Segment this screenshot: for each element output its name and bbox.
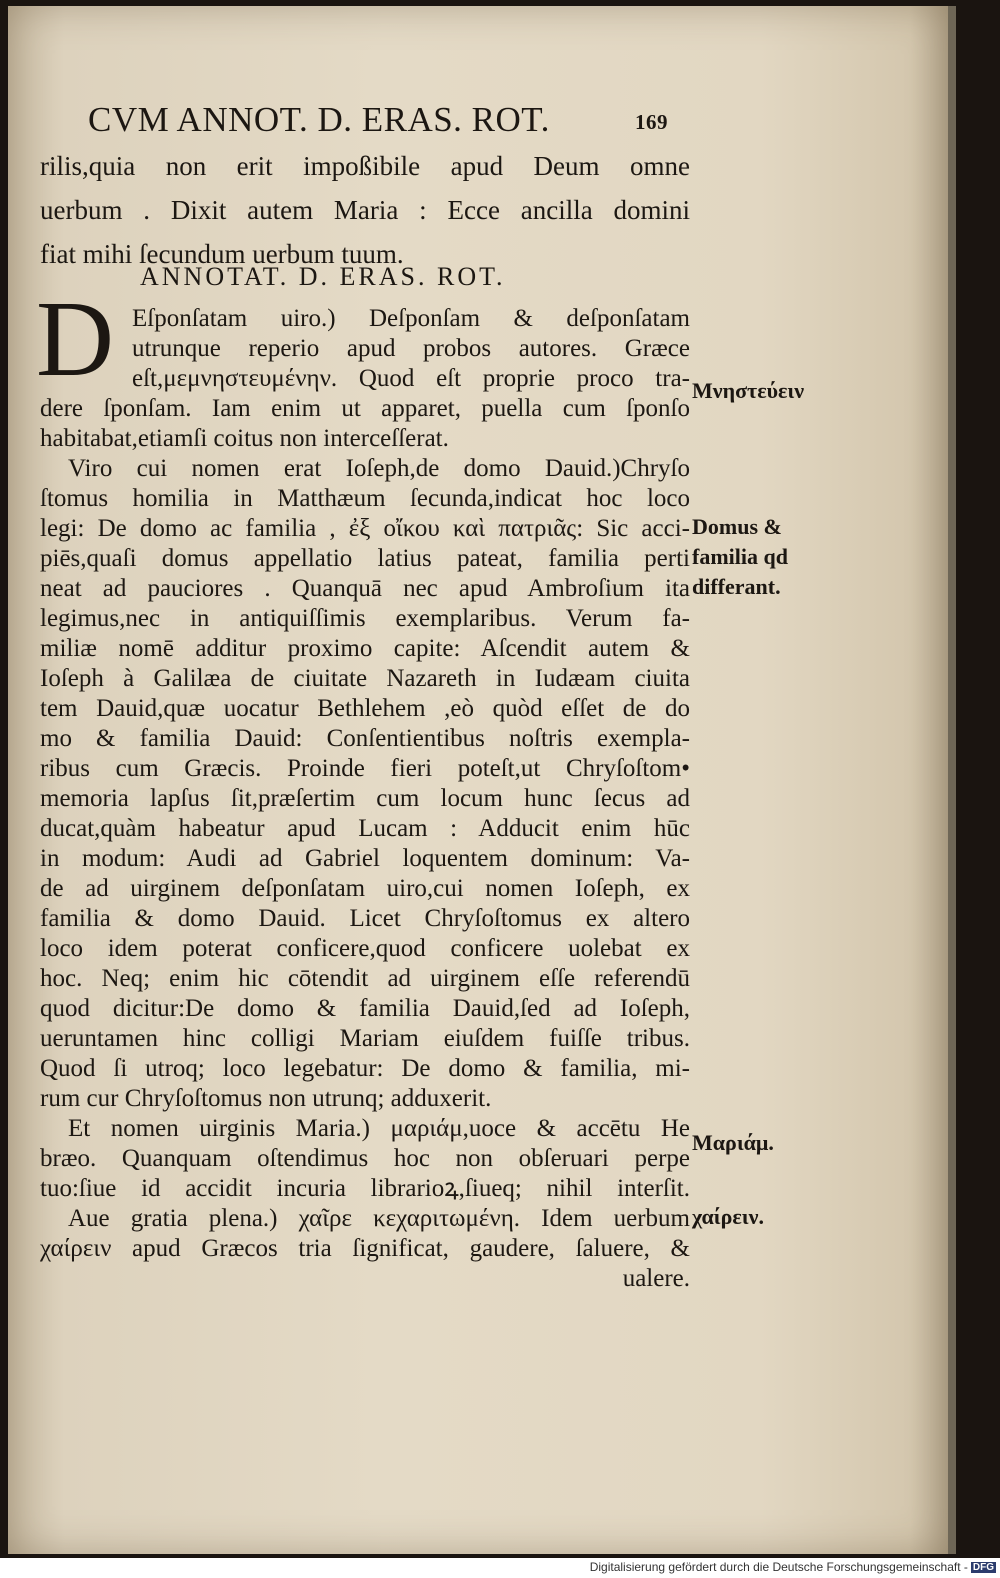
text-line: mo & familia Dauid: Conſentientibus noſtris exempla- bbox=[40, 725, 690, 752]
text-line: rilis,quia non erit impoßibile apud Deum omne bbox=[40, 151, 690, 181]
marginal-note: Μαριάμ. bbox=[692, 1130, 774, 1155]
text-line: rum cur Chryſoſtomus non utrunq; adduxerit. bbox=[40, 1085, 492, 1112]
page-edge bbox=[948, 6, 956, 1554]
digitization-credit bbox=[580, 1560, 996, 1576]
running-title: CVM ANNOT. D. ERAS. ROT. bbox=[88, 100, 550, 139]
text-line: dere ſponſam. Iam enim ut apparet, puella cum ſponſo bbox=[40, 395, 690, 422]
text-line: fiat mihi ſecundum uerbum tuum. bbox=[40, 239, 404, 269]
text-line: ueruntamen hinc colligi Mariam eiuſdem fuiſſe tribus. bbox=[40, 1025, 690, 1052]
text-line: habitabat,etiamſi coitus non interceſſerat. bbox=[40, 425, 449, 452]
text-line: Quod ſi utroq; loco legebatur: De domo & familia, mi- bbox=[40, 1055, 690, 1082]
text-line: bræo. Quanquam oſtendimus hoc non obſeruari perpe bbox=[40, 1145, 690, 1172]
text-line: legi: De domo ac familia , ἐξ οἴκου καὶ πατριᾶς: Sic acci- bbox=[40, 515, 690, 542]
text-line: Viro cui nomen erat Ioſeph,de domo Dauid.)Chryſo bbox=[68, 455, 690, 482]
marginal-note: Μνηστεύειν bbox=[692, 378, 805, 403]
text-line: ducat,quàm habeatur apud Lucam : Adducit enim hūc bbox=[40, 815, 690, 842]
marginal-note: familia qd bbox=[692, 544, 788, 569]
text-line: loco idem poterat conficere,quod conficere uolebat ex bbox=[40, 935, 690, 962]
text-line: Ioſeph à Galilæa de ciuitate Nazareth in Iudæam ciuita bbox=[40, 665, 690, 692]
text-line: memoria lapſus ſit,præſertim cum locum hunc ſecus ad bbox=[40, 785, 690, 812]
folio-number: 169 bbox=[635, 110, 668, 134]
drop-capital: D bbox=[36, 280, 114, 399]
marginal-note: Domus & bbox=[692, 514, 782, 539]
text-line: ualere. bbox=[622, 1265, 690, 1292]
text-line: ſtomus homilia in Matthæum ſecunda,indicat hoc loco bbox=[40, 485, 690, 512]
text-line: Eſponſatam uiro.) Deſponſam & deſponſatam bbox=[132, 305, 690, 332]
text-line: de ad uirginem deſponſatam uiro,cui nomen Ioſeph, ex bbox=[40, 875, 690, 902]
text-line: ribus cum Græcis. Proinde fieri poteſt,ut Chryſoſtom• bbox=[40, 755, 690, 782]
text-line: χαίρειν apud Græcos tria ſignificat, gaudere, ſaluere, & bbox=[40, 1235, 690, 1262]
text-line: Aue gratia plena.) χαῖρε κεχαριτωμένη. Idem uerbum bbox=[68, 1205, 690, 1232]
text-line: tuo:ſiue id accidit incuria librarioꝝ,ſiueq; nihil interſit. bbox=[40, 1175, 690, 1202]
credit-text: Digitalisierung gefördert durch die Deutsche Forschungsgemeinschaft - bbox=[589, 1560, 968, 1574]
running-head bbox=[88, 100, 668, 144]
marginal-note: χαίρειν. bbox=[692, 1204, 764, 1229]
text-line: familia & domo Dauid. Licet Chryſoſtomus ex altero bbox=[40, 905, 690, 932]
text-line: in modum: Audi ad Gabriel loquentem dominum: Va- bbox=[40, 845, 690, 872]
text-line: utrunque reperio apud probos autores. Græce bbox=[132, 335, 690, 362]
text-line: neat ad pauciores . Quanquā nec apud Ambroſium ita bbox=[40, 575, 690, 602]
text-line: Et nomen uirginis Maria.) μαριάμ,uoce & accētu He bbox=[68, 1115, 690, 1142]
text-line: hoc. Neq; enim hic cōtendit ad uirginem eſſe referendū bbox=[40, 965, 690, 992]
annotation-heading: ANNOTAT. D. ERAS. ROT. bbox=[140, 262, 506, 291]
text-line: quod dicitur:De domo & familia Dauid,ſed ad Ioſeph, bbox=[40, 995, 690, 1022]
intro-text bbox=[40, 144, 690, 276]
text-line: legimus,nec in antiquiſſimis exemplaribus. Verum fa- bbox=[40, 605, 690, 632]
text-line: tem Dauid,quæ uocatur Bethlehem ,eò quòd eſſet de do bbox=[40, 695, 690, 722]
marginal-note: differant. bbox=[692, 574, 781, 599]
text-line: eſt,μεμνηστευμένην. Quod eſt proprie proco tra- bbox=[132, 365, 690, 392]
text-line: piēs,quaſi domus appellatio latius pateat, familia perti bbox=[40, 545, 690, 572]
annotation-body bbox=[40, 304, 690, 1294]
dfg-logo: DFG bbox=[972, 1562, 994, 1573]
text-line: miliæ nomē additur proximo capite: Aſcendit autem & bbox=[40, 635, 690, 662]
text-line: uerbum . Dixit autem Maria : Ecce ancilla domini bbox=[40, 195, 690, 225]
